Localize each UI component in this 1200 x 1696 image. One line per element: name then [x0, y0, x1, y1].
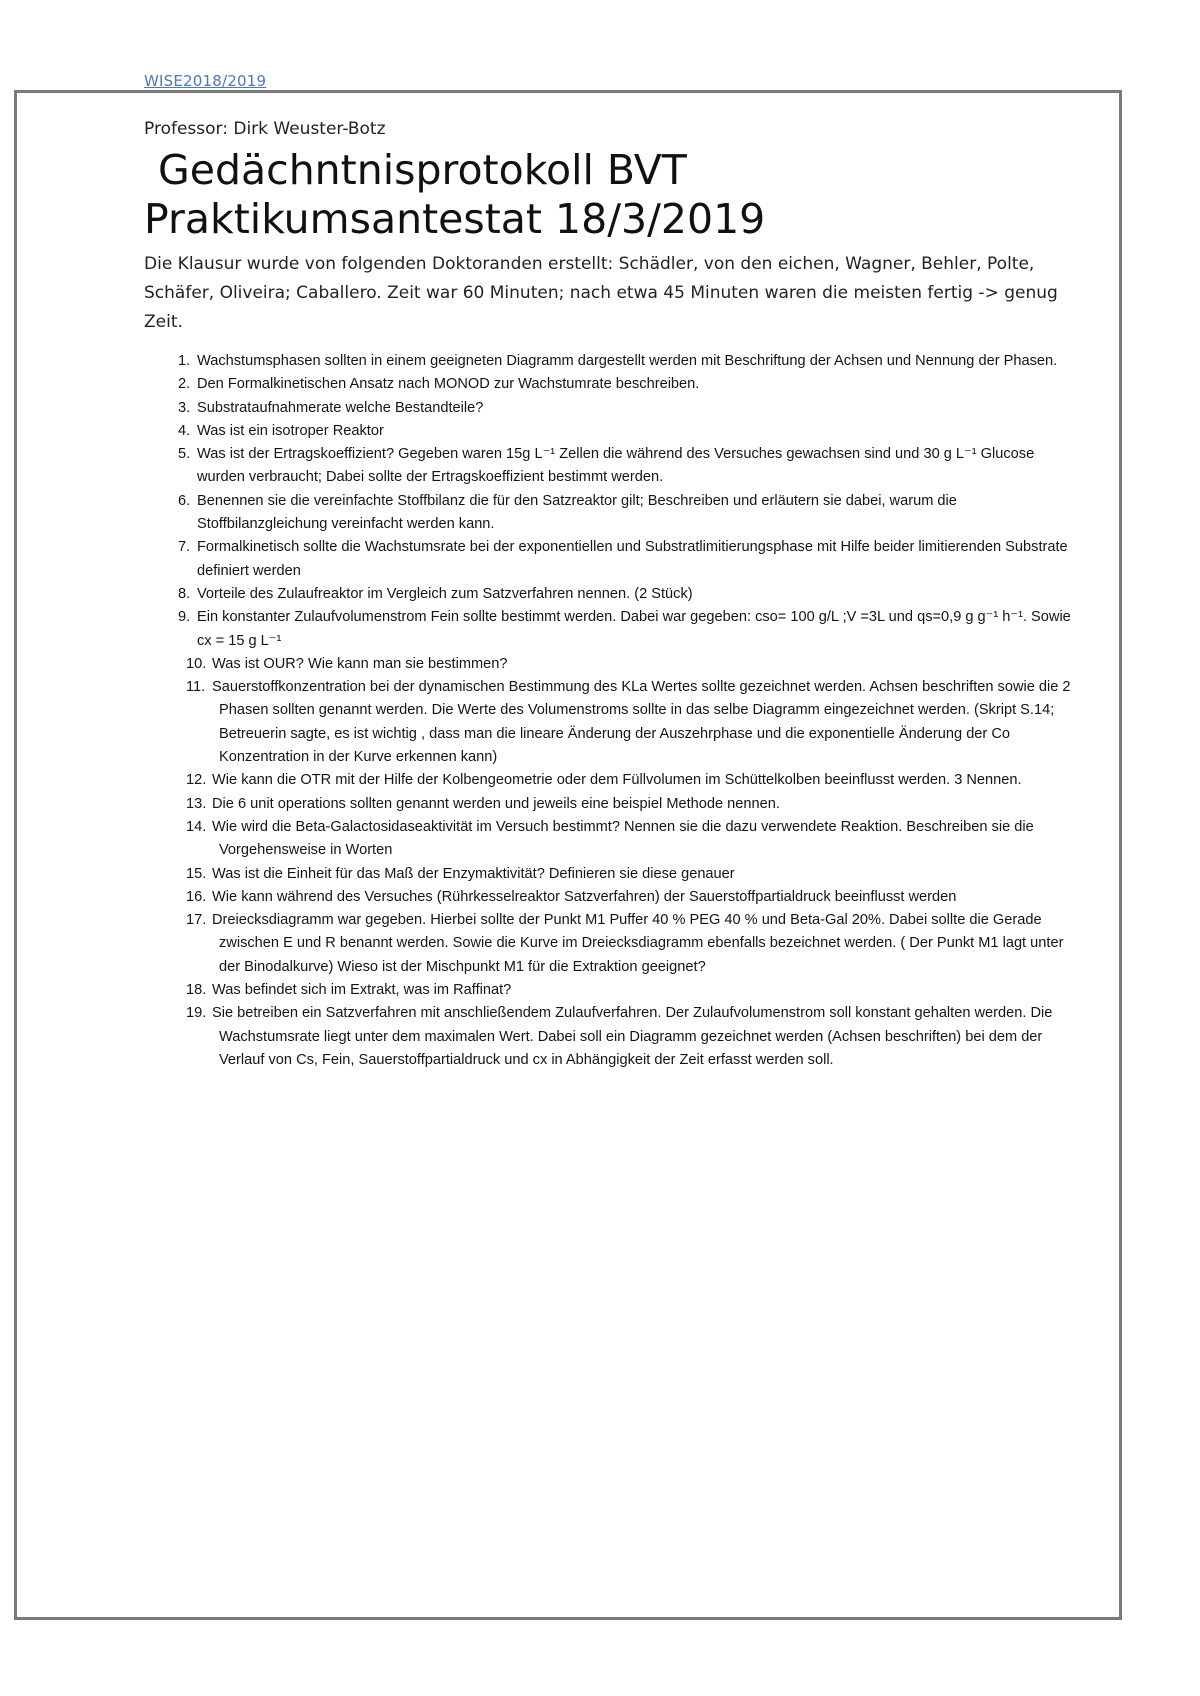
- question-number: 19.: [186, 1005, 207, 1022]
- question-item: [160, 863, 1072, 886]
- question-number: 10.: [186, 655, 207, 672]
- question-text: Sauerstoffkonzentration bei der dynamischen Bestimmung des KLa Wertes sollte gezeichnet werden. Achsen beschriften sowie die 2 Phasen sollten genannt werden. Die Werte des Volumenstroms sollte in das selbe Diagramm eingezeichnet werden. (Skript S.14; Betreuerin sagte, es ist wichtig , dass man die lineare Änderung der Auszehrphase und die exponentielle Änderung der Co Konzentration in der Kurve erkennen kann): [212, 679, 1071, 766]
- question-item: [160, 979, 1072, 1002]
- professor-line: Professor: Dirk Weuster-Botz: [144, 119, 386, 139]
- question-number: 8.: [178, 585, 191, 602]
- question-number: 12.: [186, 772, 207, 789]
- question-item: [160, 1002, 1072, 1072]
- question-item: [160, 769, 1072, 792]
- question-item: [160, 886, 1072, 909]
- question-text: Was ist OUR? Wie kann man sie bestimmen?: [212, 655, 508, 672]
- question-number: 18.: [186, 982, 207, 999]
- question-item: [160, 420, 1072, 443]
- question-text: Dreiecksdiagramm war gegeben. Hierbei sollte der Punkt M1 Puffer 40 % PEG 40 % und Beta-Gal 20%. Dabei sollte die Gerade zwischen E und R benannt werden. Sowie die Kurve im Dreiecksdiagramm ebenfalls bezeichnet werden. ( Der Punkt M1 lagt unter der Binodalkurve) Wieso ist der Mischpunkt M1 für die Extraktion geeignet?: [212, 912, 1064, 975]
- question-number: 9.: [178, 609, 191, 626]
- question-text: Wie kann während des Versuches (Rührkesselreaktor Satzverfahren) der Sauerstoffpartialdruck beeinflusst werden: [212, 888, 957, 905]
- question-number: 13.: [186, 795, 207, 812]
- title-line-2: Praktikumsantestat 18/3/2019: [144, 195, 766, 243]
- question-item: [160, 909, 1072, 979]
- intro-paragraph: Die Klausur wurde von folgenden Doktoranden erstellt: Schädler, von den eichen, Wagner, Behler, Polte, Schäfer, Oliveira; Caballero. Zeit war 60 Minuten; nach etwa 45 Minuten waren die meisten fertig -> genug Zeit.: [144, 254, 1058, 332]
- question-number: 11.: [186, 679, 206, 696]
- question-text: Die 6 unit operations sollten genannt werden und jeweils eine beispiel Methode nennen.: [212, 795, 780, 812]
- question-text: Substrataufnahmerate welche Bestandteile?: [197, 399, 484, 416]
- question-item: [160, 373, 1072, 396]
- question-item: [160, 443, 1072, 490]
- question-text: Wie wird die Beta-Galactosidaseaktivität im Versuch bestimmt? Nennen sie die dazu verwendete Reaktion. Beschreiben sie die Vorgehensweise in Worten: [212, 818, 1034, 859]
- question-number: 16.: [186, 888, 207, 905]
- question-item: [160, 397, 1072, 420]
- question-text: Formalkinetisch sollte die Wachstumsrate bei der exponentiellen und Substratlimitierungsphase mit Hilfe beider limitierenden Substrate definiert werden: [197, 539, 1068, 579]
- question-item: [160, 653, 1072, 676]
- question-number: 3.: [178, 399, 191, 416]
- question-number: 7.: [178, 539, 191, 556]
- question-item: [160, 490, 1072, 537]
- question-number: 6.: [178, 492, 191, 509]
- question-item: [160, 536, 1072, 583]
- question-number: 5.: [178, 446, 191, 463]
- question-text: Vorteile des Zulaufreaktor im Vergleich zum Satzverfahren nennen. (2 Stück): [197, 585, 693, 602]
- title-line-1: Gedächntnisprotokoll BVT: [158, 146, 687, 194]
- question-text: Den Formalkinetischen Ansatz nach MONOD zur Wachstumrate beschreiben.: [197, 376, 700, 393]
- question-text: Benennen sie die vereinfachte Stoffbilanz die für den Satzreaktor gilt; Beschreiben und erläutern sie dabei, warum die Stoffbilanzgleichung vereinfacht werden kann.: [197, 492, 957, 533]
- question-text: Was ist der Ertragskoeffizient? Gegeben waren 15g L⁻¹ Zellen die während des Versuches gewachsen sind und 30 g L⁻¹ Glucose wurden verbraucht; Dabei sollte der Ertragskoeffizient bestimmt werden.: [197, 446, 1035, 486]
- question-number: 2.: [178, 376, 191, 393]
- question-text: Was ist ein isotroper Reaktor: [197, 422, 384, 439]
- question-text: Was befindet sich im Extrakt, was im Raffinat?: [212, 982, 512, 999]
- question-item: [160, 583, 1072, 606]
- question-list: [160, 350, 1072, 1072]
- semester-header-link: WISE2018/2019: [144, 72, 267, 90]
- question-number: 4.: [178, 422, 191, 439]
- question-item: [160, 350, 1072, 373]
- page-title: [144, 146, 765, 244]
- question-text: Was ist die Einheit für das Maß der Enzymaktivität? Definieren sie diese genauer: [212, 865, 735, 882]
- question-item: [160, 606, 1072, 653]
- question-number: 1.: [178, 353, 191, 369]
- question-number: 17.: [186, 912, 207, 929]
- question-item: [160, 676, 1072, 769]
- question-item: [160, 793, 1072, 816]
- question-text: Wachstumsphasen sollten in einem geeigneten Diagramm dargestellt werden mit Beschriftung der Achsen und Nennung der Phasen.: [197, 353, 1058, 369]
- question-text: Ein konstanter Zulaufvolumenstrom Fein sollte bestimmt werden. Dabei war gegeben: cso= 100 g/L ;V =3L und qs=0,9 g g⁻¹ h⁻¹. Sowie cx = 15 g L⁻¹: [197, 609, 1071, 649]
- question-item: [160, 816, 1072, 863]
- question-number: 15.: [186, 865, 207, 882]
- question-text: Wie kann die OTR mit der Hilfe der Kolbengeometrie oder dem Füllvolumen im Schüttelkolben beeinflusst werden. 3 Nennen.: [212, 772, 1022, 789]
- question-number: 14.: [186, 818, 207, 835]
- question-text: Sie betreiben ein Satzverfahren mit anschließendem Zulaufverfahren. Der Zulaufvolumenstrom soll konstant gehalten werden. Die Wachstumsrate liegt unter dem maximalen Wert. Dabei soll ein Diagramm gezeichnet werden (Achsen beschriften) bei dem der Verlauf von Cs, Fein, Sauerstoffpartialdruck und cx in Abhängigkeit der Zeit erfasst werden soll.: [212, 1005, 1053, 1068]
